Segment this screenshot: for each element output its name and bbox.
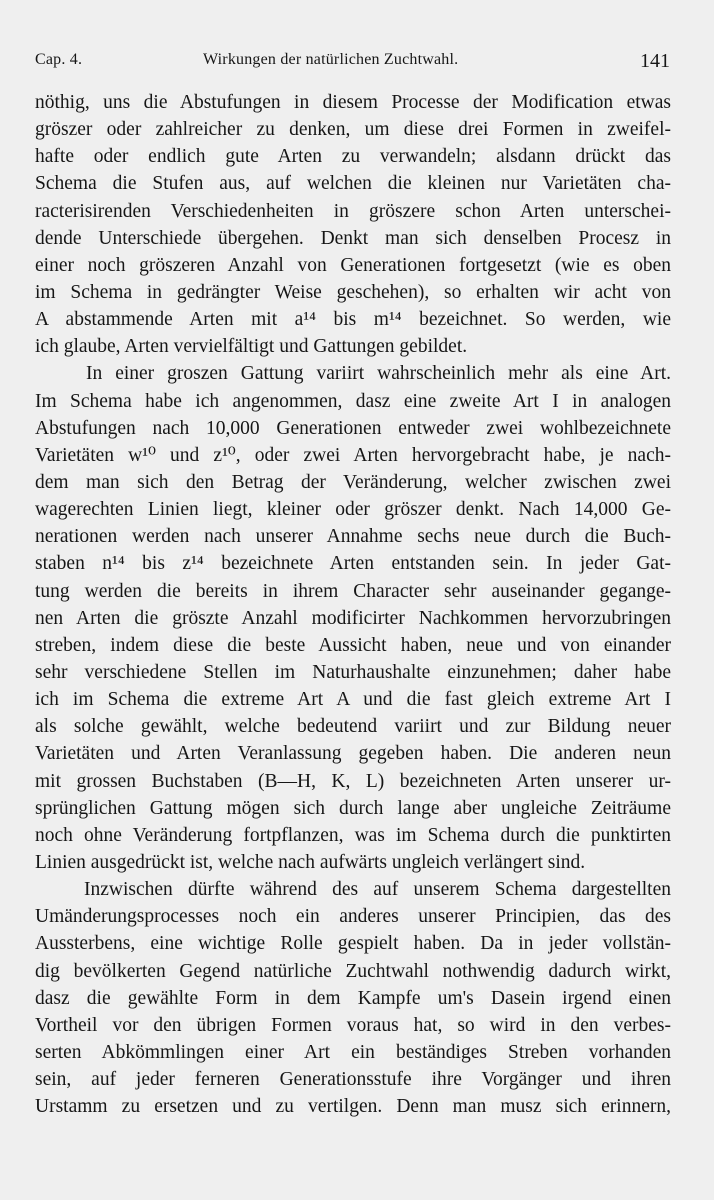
running-title: Wirkungen der natürlichen Zuchtwahl. [203, 51, 459, 68]
text-line: Urstamm zu ersetzen und zu vertilgen. Denn man musz sich erinnern, [35, 1096, 671, 1118]
text-line: serten Abkömmlingen einer Art ein beständiges Streben vorhanden [35, 1041, 671, 1063]
text-line: streben, indem diese die beste Aussicht haben, neue und von einander [35, 634, 671, 656]
text-line: Aussterbens, eine wichtige Rolle gespielt haben. Da in jeder vollstän- [35, 933, 671, 955]
text-line: A abstammende Arten mit a¹⁴ bis m¹⁴ bezeichnet. So werden, wie [35, 309, 671, 331]
text-line: nen Arten die gröszte Anzahl modificirter Nachkommen hervorzubringen [35, 607, 671, 629]
text-line: sehr verschiedene Stellen im Naturhaushalte einzunehmen; daher habe [35, 661, 671, 683]
text-line: Vortheil vor den übrigen Formen voraus hat, so wird in den verbes- [35, 1014, 671, 1036]
text-line: ich im Schema die extreme Art A und die fast gleich extreme Art I [35, 689, 671, 711]
text-line: Umänderungsprocesses noch ein anderes unserer Principien, das des [35, 906, 671, 928]
text-line: gröszer oder zahlreicher zu denken, um diese drei Formen in zweifel- [35, 119, 671, 141]
text-line: hafte oder endlich gute Arten zu verwandeln; alsdann drückt das [35, 146, 671, 168]
text-line: Im Schema habe ich angenommen, dasz eine zweite Art I in analogen [35, 390, 671, 412]
text-line: sprünglichen Gattung mögen sich durch lange aber ungleiche Zeiträume [35, 797, 671, 819]
text-line: dende Unterschiede übergehen. Denkt man sich denselben Procesz in [35, 227, 671, 249]
text-line: racterisirenden Verschiedenheiten in gröszere schon Arten unterschei- [35, 200, 671, 222]
text-line: mit grossen Buchstaben (B—H, K, L) bezeichneten Arten unserer ur- [35, 770, 671, 792]
paragraph-first-line: In einer groszen Gattung variirt wahrscheinlich mehr als eine Art. [86, 363, 671, 385]
running-header [35, 50, 670, 76]
text-line: im Schema in gedrängter Weise geschehen), so erhalten wir acht von [35, 281, 671, 303]
text-line: Varietäten w¹⁰ und z¹⁰, oder zwei Arten hervorgebracht habe, je nach- [35, 444, 671, 466]
text-line: als solche gewählt, welche bedeutend variirt und zur Bildung neuer [35, 716, 671, 738]
text-line: Varietäten und Arten Veranlassung gegeben haben. Die anderen neun [35, 743, 671, 765]
text-line: tung werden die bereits in ihrem Character sehr auseinander gegange- [35, 580, 671, 602]
text-line: noch ohne Veränderung fortpflanzen, was im Schema durch die punktirten [35, 824, 671, 846]
text-line: dig bevölkerten Gegend natürliche Zuchtwahl nothwendig dadurch wirkt, [35, 960, 671, 982]
body-text [35, 89, 671, 1120]
text-line: nöthig, uns die Abstufungen in diesem Processe der Modification etwas [35, 92, 671, 113]
text-line: dem man sich den Betrag der Veränderung, welcher zwischen zwei [35, 471, 671, 493]
text-line: nerationen werden nach unserer Annahme sechs neue durch die Buch- [35, 526, 671, 548]
text-line: dasz die gewählte Form in dem Kampfe um's Dasein irgend einen [35, 987, 671, 1009]
text-line: Abstufungen nach 10,000 Generationen entweder zwei wohlbezeichnete [35, 417, 671, 439]
chapter-label: Cap. 4. [35, 51, 83, 68]
text-line: ich glaube, Arten vervielfältigt und Gattungen gebildet. [35, 336, 468, 358]
text-line: Schema die Stufen aus, auf welchen die kleinen nur Varietäten cha- [35, 173, 671, 195]
text-line: einer noch gröszeren Anzahl von Generationen fortgesetzt (wie es oben [35, 254, 671, 276]
text-line: Linien ausgedrückt ist, welche nach aufwärts ungleich verlängert sind. [35, 851, 586, 873]
text-line: wagerechten Linien liegt, kleiner oder gröszer denkt. Nach 14,000 Ge- [35, 499, 671, 521]
text-line: staben n¹⁴ bis z¹⁴ bezeichnete Arten entstanden sein. In jeder Gat- [35, 553, 671, 575]
text-line: sein, auf jeder ferneren Generationsstufe ihre Vorgänger und ihren [35, 1069, 671, 1091]
paragraph-first-line: Inzwischen dürfte während des auf unserem Schema dargestellten [84, 879, 671, 901]
page-number: 141 [640, 50, 670, 72]
